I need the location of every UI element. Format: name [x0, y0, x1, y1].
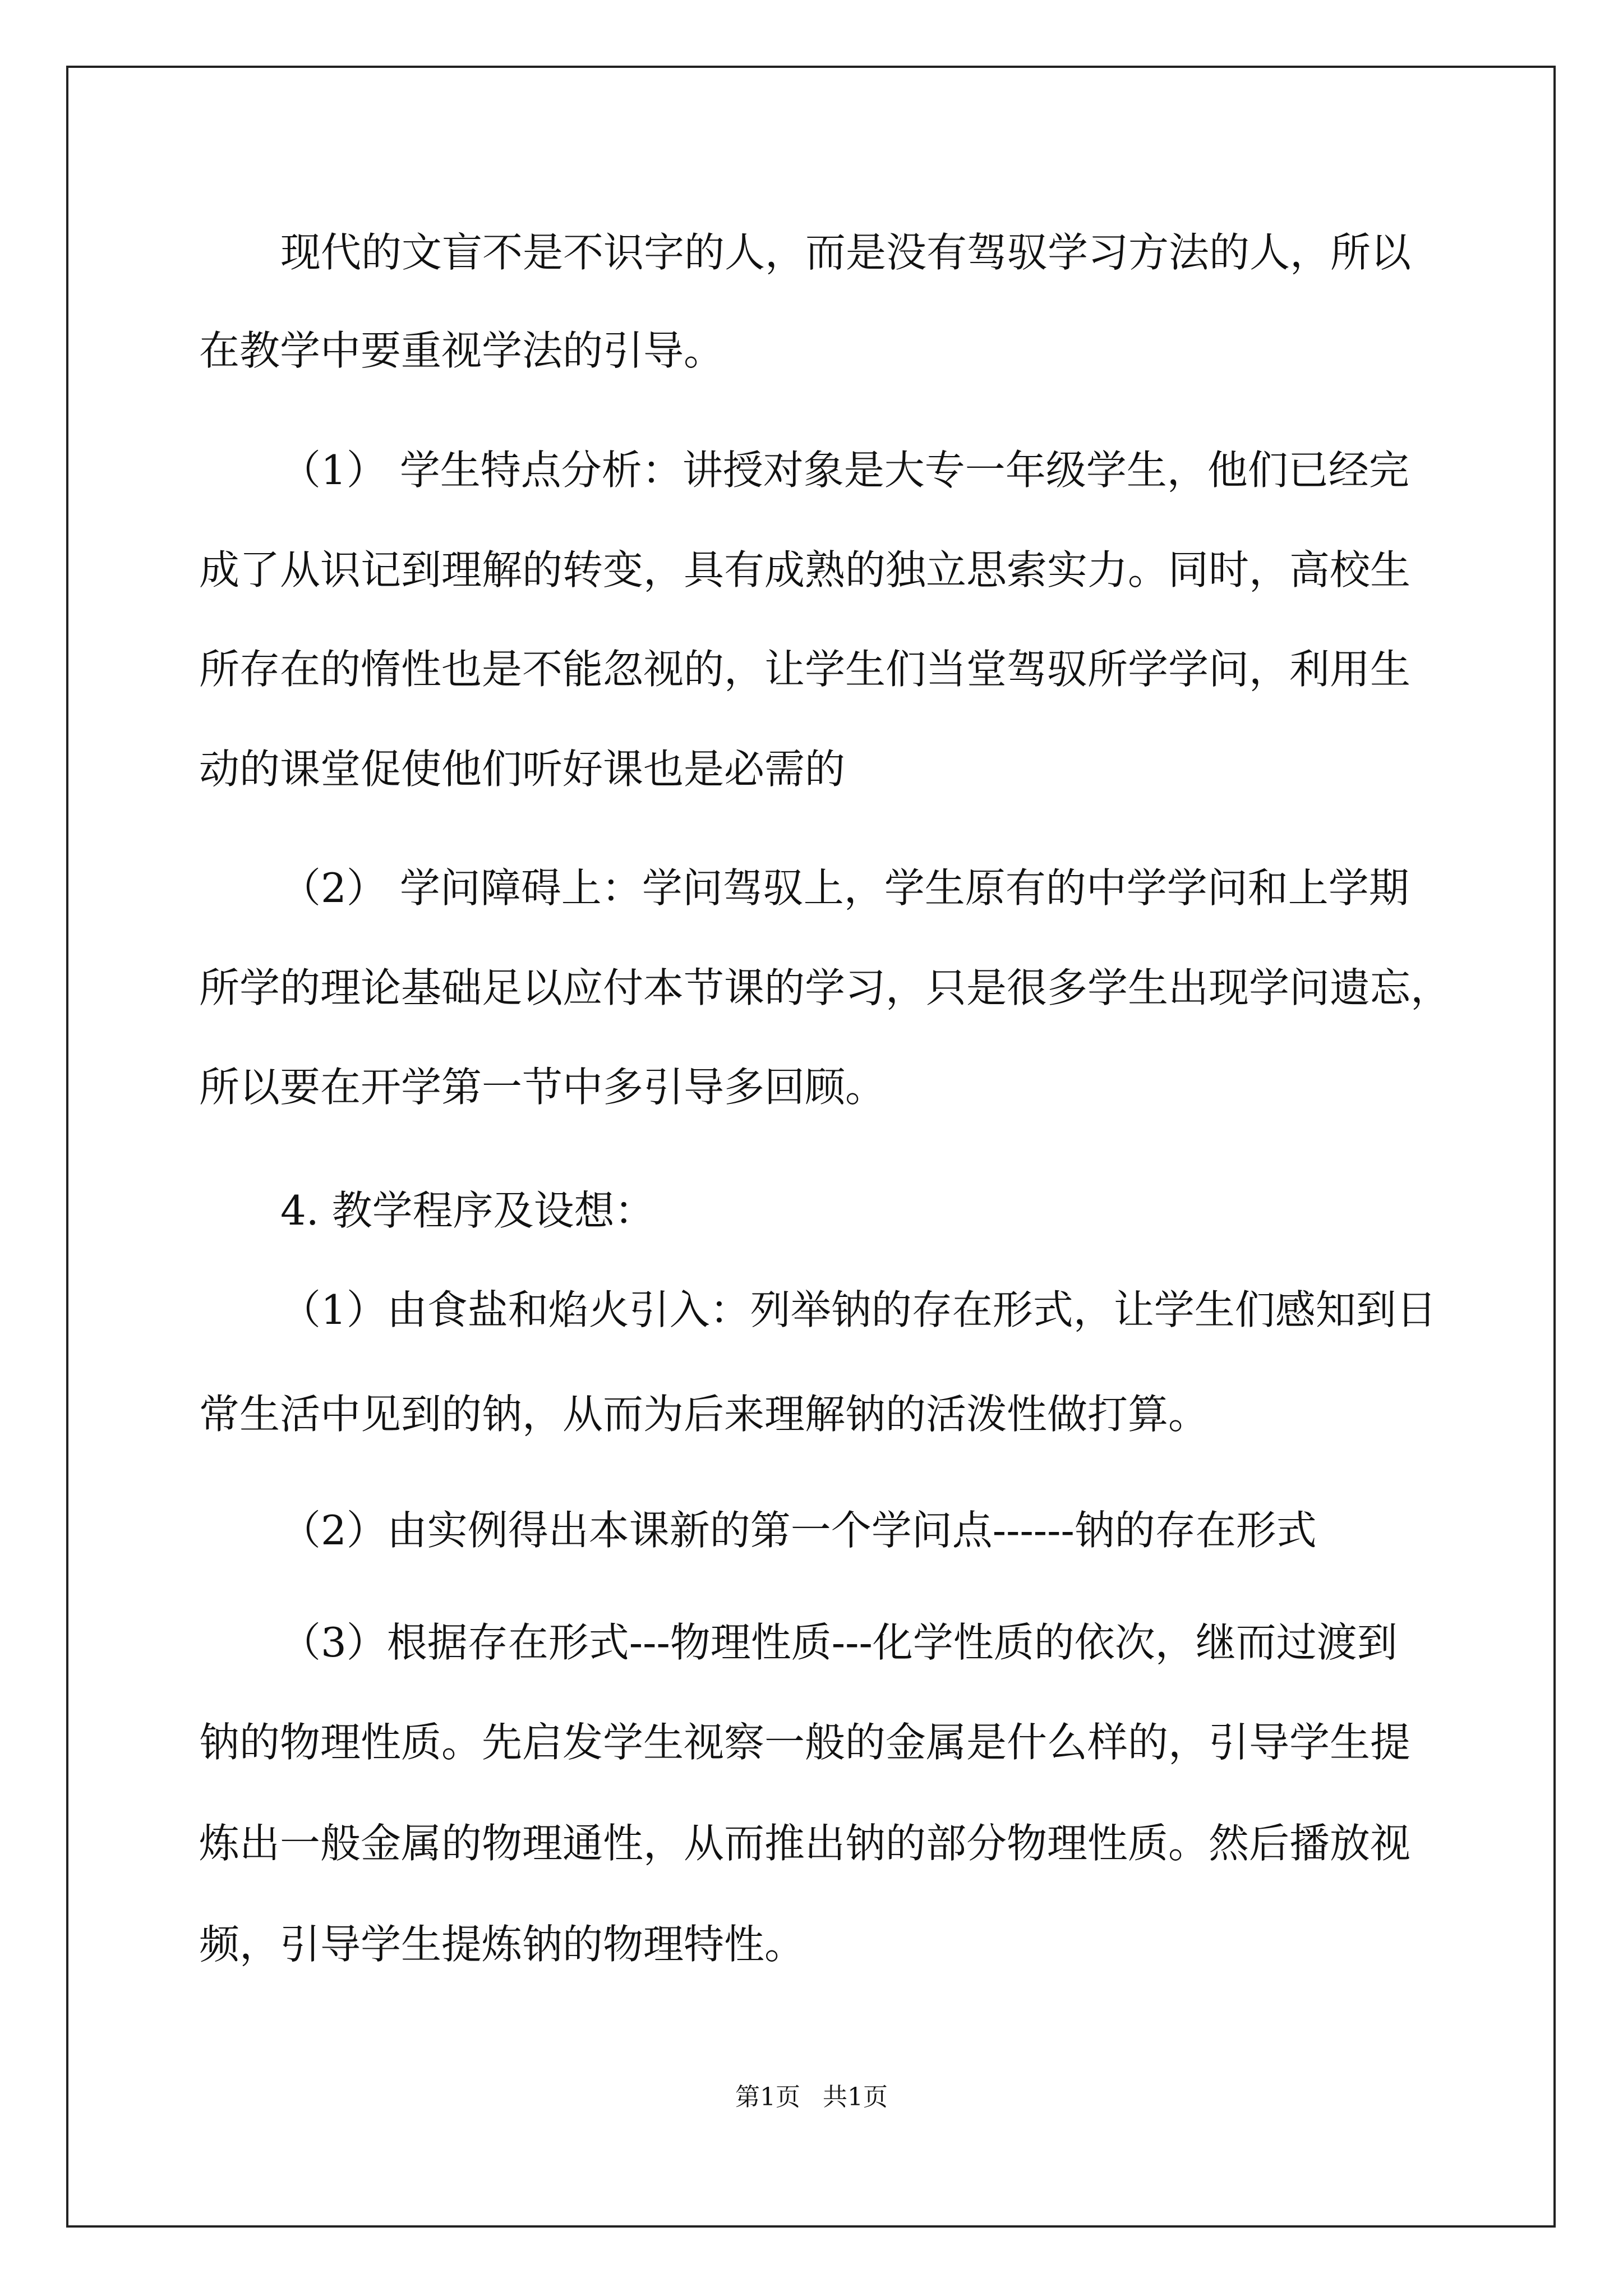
page-number: 第1页	[735, 2083, 800, 2111]
page-total: 共1页	[823, 2083, 888, 2111]
text-line: 所存在的惰性也是不能忽视的，让学生们当堂驾驭所学学问，利用生	[199, 646, 1411, 693]
text-line: 常生活中见到的钠，从而为后来理解钠的活泼性做打算。	[199, 1391, 1209, 1438]
section-heading: 4. 教学程序及设想：	[280, 1187, 655, 1234]
text-line: 所学的理论基础足以应付本节课的学习，只是很多学生出现学问遗忘，	[199, 964, 1451, 1011]
page-footer	[0, 2081, 1623, 2114]
text-line: 所以要在开学第一节中多引导多回顾。	[199, 1064, 886, 1111]
page-border	[66, 66, 1556, 2228]
text-line: （1） 学生特点分析：讲授对象是大专一年级学生，他们已经完	[280, 447, 1409, 494]
text-line: （2） 学问障碍上：学问驾驭上，学生原有的中学学问和上学期	[280, 864, 1409, 912]
text-line: 动的课堂促使他们听好课也是必需的	[199, 746, 846, 793]
text-line: 现代的文盲不是不识字的人，而是没有驾驭学习方法的人，所以	[280, 229, 1412, 276]
text-line: （3）根据存在形式---物理性质---化学性质的依次，继而过渡到	[280, 1619, 1398, 1666]
text-line: 炼出一般金属的物理通性，从而推出钠的部分物理性质。然后播放视	[199, 1820, 1411, 1867]
text-line: 成了从识记到理解的转变，具有成熟的独立思索实力。同时，高校生	[199, 546, 1411, 593]
text-line: 钠的物理性质。先启发学生视察一般的金属是什么样的，引导学生提	[199, 1719, 1411, 1766]
text-line: （1）由食盐和焰火引入：列举钠的存在形式，让学生们感知到日	[280, 1286, 1437, 1333]
text-line: 在教学中要重视学法的引导。	[199, 327, 725, 374]
text-line: （2）由实例得出本课新的第一个学问点------钠的存在形式	[280, 1507, 1317, 1554]
text-line: 频，引导学生提炼钠的物理特性。	[199, 1921, 805, 1968]
